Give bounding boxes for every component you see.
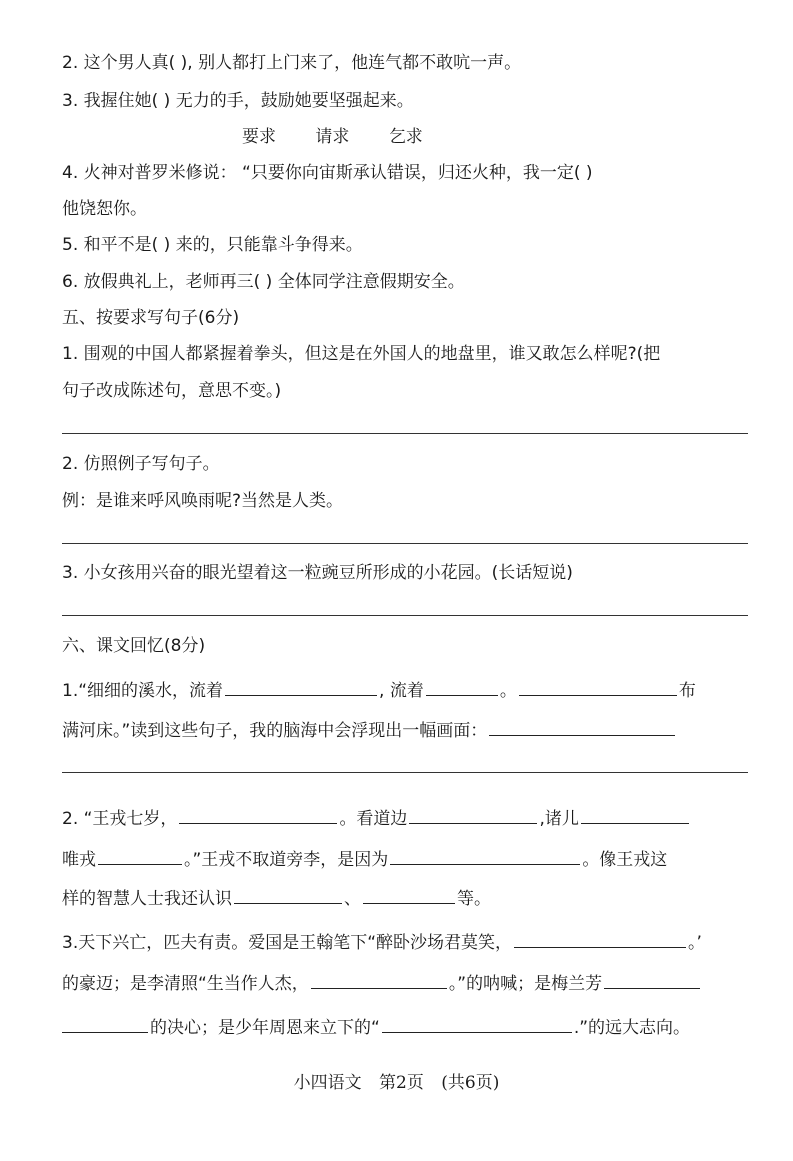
blank[interactable] — [581, 805, 689, 824]
answer-line-1[interactable] — [62, 433, 748, 434]
blank[interactable] — [225, 677, 377, 696]
blank[interactable] — [390, 846, 580, 865]
recall-2-line1: 2. “王戎七岁， 。看道边 ,诸儿 — [62, 805, 691, 830]
blank[interactable] — [382, 1014, 572, 1033]
recall-2-line2: 唯戎 。”王戎不取道旁李，是因为 。像王戎这 — [62, 846, 667, 871]
blank[interactable] — [604, 970, 700, 989]
recall-3-line1: 3.天下兴亡，匹夫有责。爱国是王翰笔下“醉卧沙场君莫笑， 。’ — [62, 929, 702, 954]
blank[interactable] — [409, 805, 537, 824]
sentence-2: 2. 仿照例子写句子。 — [62, 454, 220, 474]
answer-line-2[interactable] — [62, 543, 748, 544]
question-4-4-line2: 他饶恕你。 — [62, 199, 147, 219]
question-4-3: 3. 我握住她( ) 无力的手，鼓励她要坚强起来。 — [62, 91, 414, 111]
sentence-3: 3. 小女孩用兴奋的眼光望着这一粒豌豆所形成的小花园。(长话短说) — [62, 563, 573, 583]
question-4-5: 5. 和平不是( ) 来的，只能靠斗争得来。 — [62, 235, 363, 255]
recall-1-line1: 1.“细细的溪水，流着 , 流着 。 布 — [62, 677, 696, 702]
question-4-6: 6. 放假典礼上，老师再三( ) 全体同学注意假期安全。 — [62, 272, 465, 292]
option-2: 请求 — [315, 127, 350, 147]
section-5-heading: 五、按要求写句子(6分) — [62, 308, 240, 328]
question-4-2: 2. 这个男人真( ), 别人都打上门来了，他连气都不敢吭一声。 — [62, 53, 522, 73]
footer-page: 第2页 — [379, 1073, 424, 1093]
blank[interactable] — [311, 970, 447, 989]
answer-line-4[interactable] — [62, 772, 748, 773]
blank[interactable] — [179, 805, 337, 824]
question-4-4-line1: 4. 火神对普罗米修说： “只要你向宙斯承认错误，归还火种，我一定( ) — [62, 163, 593, 183]
sentence-2-example: 例：是谁来呼风唤雨呢?当然是人类。 — [62, 491, 344, 511]
blank[interactable] — [62, 1014, 148, 1033]
page-footer — [0, 1068, 793, 1093]
recall-2-line3: 样的智慧人士我还认识 、 等。 — [62, 885, 491, 910]
blank[interactable] — [234, 885, 342, 904]
blank[interactable] — [519, 677, 677, 696]
section-6-heading: 六、课文回忆(8分) — [62, 636, 206, 656]
sentence-1-line1: 1. 围观的中国人都紧握着拳头，但这是在外国人的地盘里，谁又敢怎么样呢?(把 — [62, 344, 661, 364]
sentence-1-line2: 句子改成陈述句，意思不变。) — [62, 381, 282, 401]
blank[interactable] — [489, 717, 675, 736]
recall-3-line2: 的豪迈；是李清照“生当作人杰， 。”的呐喊；是梅兰芳 — [62, 970, 702, 995]
blank[interactable] — [426, 677, 498, 696]
footer-total: (共6页) — [441, 1073, 500, 1093]
blank[interactable] — [514, 929, 686, 948]
answer-line-3[interactable] — [62, 615, 748, 616]
option-1: 要求 — [242, 127, 276, 147]
recall-3-line3: 的决心；是少年周恩来立下的“ .”的远大志向。 — [62, 1014, 690, 1039]
recall-1-line2: 满河床。”读到这些句子，我的脑海中会浮现出一幅画面： — [62, 717, 677, 742]
word-options — [242, 126, 457, 148]
option-3: 乞求 — [388, 127, 423, 147]
footer-subject: 小四语文 — [293, 1073, 362, 1093]
blank[interactable] — [363, 885, 455, 904]
blank[interactable] — [98, 846, 182, 865]
